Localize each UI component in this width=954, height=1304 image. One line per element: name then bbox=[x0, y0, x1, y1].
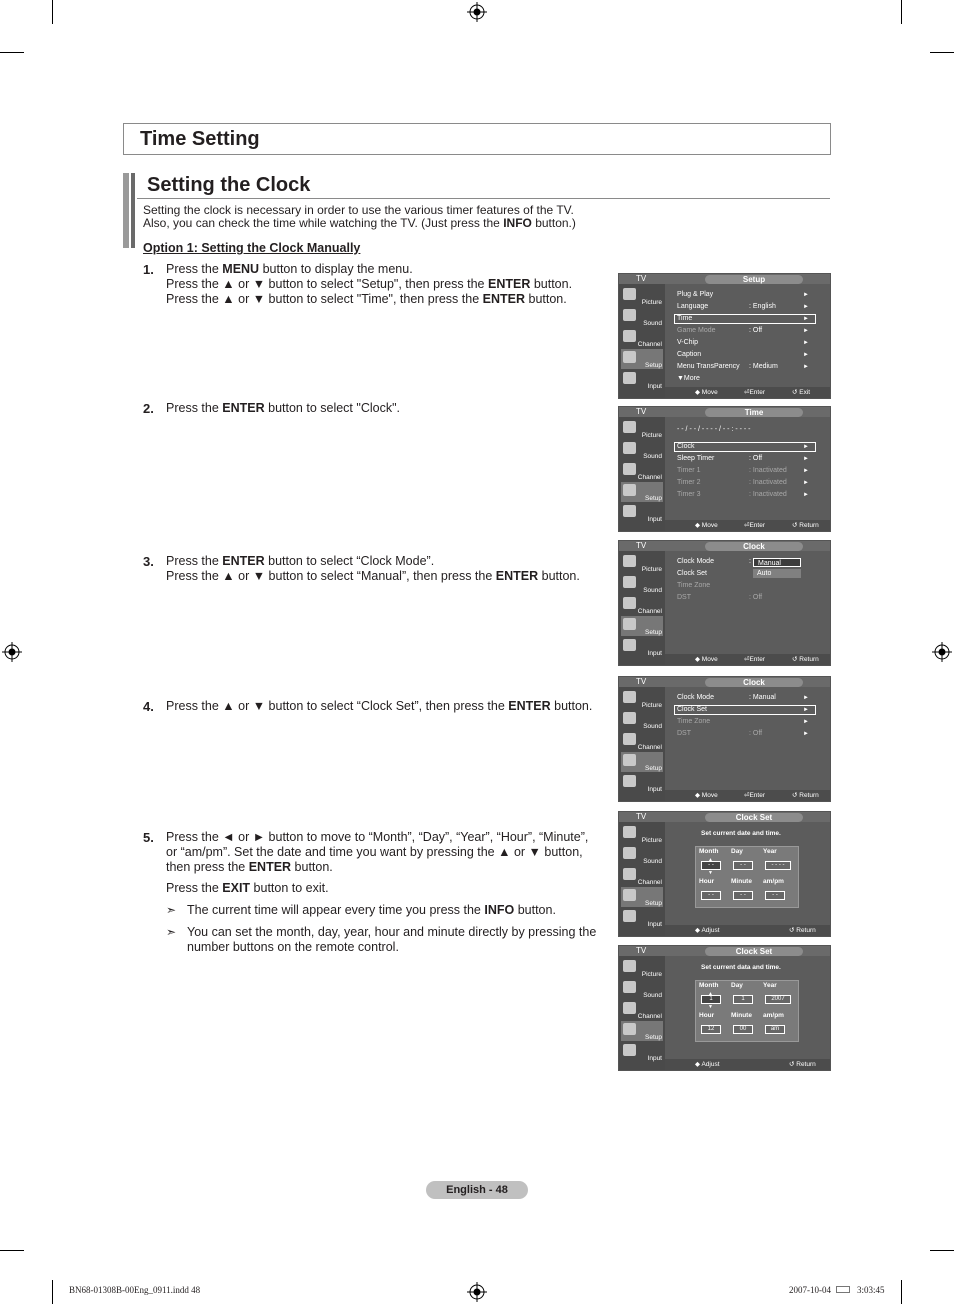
osd-input-icon bbox=[623, 372, 636, 384]
osd-clock-hint: Set current data and time. bbox=[701, 964, 781, 971]
step-4-text: Press the ▲ or ▼ button to select “Clock Set”, then press the ENTER button. bbox=[166, 699, 593, 713]
step-5-text: Press the ◄ or ► button to move to “Month”, “Day”, “Year”, “Hour”, “Minute”, or “am/pm”. Set the date and time you want by pressing the ▲ or ▼ button, then press the ENTER button. bbox=[166, 830, 589, 874]
osd-sidebar-item bbox=[621, 461, 663, 481]
osd-clock-label: Year bbox=[763, 982, 777, 989]
osd-footer-return: ↺ Return bbox=[789, 1061, 816, 1068]
osd-sidebar-label: Sound bbox=[643, 320, 662, 327]
osd-input-icon bbox=[623, 1044, 636, 1056]
osd-menu-item: Clock bbox=[677, 443, 695, 450]
osd-picture-icon bbox=[623, 691, 636, 703]
osd-clock-value: - - bbox=[733, 861, 753, 870]
step-2-text: Press the ENTER button to select "Clock". bbox=[166, 401, 400, 415]
osd-menu-value: : Inactivated bbox=[749, 479, 787, 486]
osd-sidebar-item bbox=[621, 328, 663, 348]
osd-sidebar-label: Picture bbox=[641, 299, 662, 306]
osd-sidebar-item bbox=[621, 574, 663, 594]
intro-text bbox=[143, 204, 643, 230]
osd-sidebar-item bbox=[621, 637, 663, 657]
osd-sound-icon bbox=[623, 442, 636, 454]
osd-selection-highlight bbox=[674, 442, 816, 452]
osd-arrow-icon: ► bbox=[803, 328, 809, 334]
chapter-title-box bbox=[123, 123, 831, 155]
osd-sidebar-label: Picture bbox=[641, 566, 662, 573]
osd-sidebar-label: Sound bbox=[643, 858, 662, 865]
osd-channel-icon bbox=[623, 463, 636, 475]
osd-title: Clock bbox=[705, 678, 803, 687]
osd-sound-icon bbox=[623, 576, 636, 588]
osd-setup-menu bbox=[618, 273, 831, 399]
osd-clock-value: - - bbox=[701, 861, 721, 870]
osd-sidebar-label: Picture bbox=[641, 702, 662, 709]
osd-sidebar-label: Sound bbox=[643, 723, 662, 730]
osd-menu-item: Clock Set bbox=[677, 706, 707, 713]
osd-clock-value: 1 bbox=[701, 995, 721, 1004]
osd-clock-set-empty bbox=[618, 811, 831, 937]
osd-tv-label: TV bbox=[636, 677, 647, 686]
osd-clock-label: Day bbox=[731, 848, 743, 855]
osd-sidebar-item bbox=[621, 1042, 663, 1062]
osd-clock-value: - - bbox=[765, 891, 785, 900]
osd-sidebar-label: Input bbox=[647, 383, 662, 390]
osd-menu-item: V-Chip bbox=[677, 339, 699, 346]
print-time: 3:03:45 bbox=[857, 1285, 885, 1295]
step-number: 5. bbox=[143, 830, 154, 845]
osd-footer-adjust: ◆ Adjust bbox=[695, 927, 720, 934]
osd-clock-label: am/pm bbox=[763, 1012, 784, 1019]
page-number: English - 48 bbox=[426, 1181, 528, 1199]
osd-option-auto: Auto bbox=[753, 569, 801, 578]
osd-sidebar-label: Channel bbox=[637, 1013, 662, 1020]
osd-footer-exit: ↺ Exit bbox=[792, 389, 811, 396]
osd-menu-value: : Off bbox=[749, 455, 763, 462]
osd-menu-item: Caption bbox=[677, 351, 702, 358]
osd-clock-value: 12 bbox=[701, 1025, 721, 1034]
crop-mark bbox=[901, 0, 902, 24]
crop-mark bbox=[0, 52, 24, 53]
osd-title: Time bbox=[705, 408, 803, 417]
osd-footer-return: ↺ Return bbox=[789, 927, 816, 934]
osd-channel-icon bbox=[623, 733, 636, 745]
step-number: 3. bbox=[143, 554, 154, 569]
registration-mark-icon bbox=[467, 2, 487, 22]
osd-sidebar-label: Channel bbox=[637, 608, 662, 615]
osd-title: Setup bbox=[705, 275, 803, 284]
osd-tv-label: TV bbox=[636, 274, 647, 283]
osd-menu-item: Timer 1 bbox=[677, 467, 701, 474]
section-marker bbox=[131, 173, 135, 248]
step-number: 1. bbox=[143, 262, 154, 277]
exit-text: Press the EXIT button to exit. bbox=[166, 881, 329, 895]
osd-menu-item: Clock Set bbox=[677, 570, 707, 577]
osd-picture-icon bbox=[623, 826, 636, 838]
osd-down-arrow-icon: ▼ bbox=[708, 1004, 713, 1010]
osd-arrow-icon: ► bbox=[803, 340, 809, 346]
step-number: 2. bbox=[143, 401, 154, 416]
intro-line: Also, you can check the time while watching the TV. (Just press the bbox=[143, 216, 504, 230]
osd-footer-enter: ⏎Enter bbox=[744, 792, 765, 799]
osd-arrow-icon: ► bbox=[803, 364, 809, 370]
step-1-text: Press the MENU button to display the menu. Press the ▲ or ▼ button to select "Setup", then press the ENTER button. Press the ▲ or ▼ button to select "Time", then press the ENTER button. bbox=[166, 262, 573, 306]
osd-sidebar-label: Sound bbox=[643, 453, 662, 460]
placeholder-glyph-icon bbox=[836, 1286, 850, 1293]
osd-sidebar-item bbox=[621, 752, 663, 772]
osd-clock-label: Month bbox=[699, 848, 719, 855]
osd-clock-value: am bbox=[765, 1025, 785, 1034]
print-date: 2007-10-04 bbox=[789, 1285, 831, 1295]
osd-sidebar-label: Setup bbox=[645, 495, 662, 502]
osd-footer-move: ◆ Move bbox=[695, 522, 718, 529]
osd-arrow-icon: ► bbox=[803, 480, 809, 486]
osd-menu-item: Sleep Timer bbox=[677, 455, 715, 462]
osd-tv-label: TV bbox=[636, 407, 647, 416]
osd-footer-enter: ⏎Enter bbox=[744, 389, 765, 396]
osd-menu-item: Time bbox=[677, 315, 693, 322]
osd-clock-label: Hour bbox=[699, 1012, 715, 1019]
osd-arrow-icon: ► bbox=[803, 695, 809, 701]
crop-mark bbox=[52, 0, 53, 24]
osd-down-arrow-icon: ▼ bbox=[708, 870, 713, 876]
osd-channel-icon bbox=[623, 1002, 636, 1014]
osd-clock-label: Day bbox=[731, 982, 743, 989]
osd-sidebar-label: Input bbox=[647, 786, 662, 793]
osd-up-arrow-icon: ▲ bbox=[708, 991, 713, 997]
osd-picture-icon bbox=[623, 555, 636, 567]
osd-arrow-icon: ► bbox=[803, 292, 809, 298]
osd-sidebar-item bbox=[621, 979, 663, 999]
section-divider bbox=[137, 198, 830, 199]
osd-sidebar-label: Channel bbox=[637, 474, 662, 481]
osd-menu-item: Clock Mode bbox=[677, 558, 714, 565]
osd-sidebar-label: Setup bbox=[645, 362, 662, 369]
osd-sound-icon bbox=[623, 712, 636, 724]
osd-clock-value: - - - - bbox=[765, 861, 791, 870]
osd-menu-value: : Medium bbox=[749, 363, 778, 370]
osd-channel-icon bbox=[623, 597, 636, 609]
osd-sidebar-item bbox=[621, 419, 663, 439]
osd-footer-move: ◆ Move bbox=[695, 792, 718, 799]
osd-footer-enter: ⏎Enter bbox=[744, 522, 765, 529]
chapter-title: Time Setting bbox=[140, 128, 260, 150]
option-heading: Option 1: Setting the Clock Manually bbox=[143, 241, 361, 255]
osd-clock-set-filled bbox=[618, 945, 831, 1071]
osd-sidebar-label: Picture bbox=[641, 432, 662, 439]
crop-mark bbox=[930, 52, 954, 53]
osd-sidebar-item bbox=[621, 503, 663, 523]
osd-arrow-icon: ► bbox=[803, 444, 809, 450]
osd-arrow-icon: ► bbox=[803, 456, 809, 462]
osd-tv-label: TV bbox=[636, 541, 647, 550]
osd-clock-value: 2007 bbox=[765, 995, 791, 1004]
crop-mark bbox=[0, 1250, 24, 1251]
osd-arrow-icon: ► bbox=[803, 316, 809, 322]
osd-sidebar-label: Input bbox=[647, 650, 662, 657]
osd-sidebar-label: Channel bbox=[637, 744, 662, 751]
note-text: You can set the month, day, year, hour and minute directly by pressing the number buttons on the remote control. bbox=[187, 925, 597, 954]
osd-menu-value: : English bbox=[749, 303, 776, 310]
osd-current-clock: - - / - - / - - - - / - - : - - - - bbox=[677, 426, 751, 433]
osd-sidebar-label: Picture bbox=[641, 971, 662, 978]
osd-input-icon bbox=[623, 505, 636, 517]
osd-sidebar-label: Sound bbox=[643, 992, 662, 999]
intro-key: INFO bbox=[503, 216, 532, 230]
osd-arrow-icon: ► bbox=[803, 719, 809, 725]
osd-menu-item: ▼More bbox=[677, 375, 700, 382]
osd-sidebar-label: Setup bbox=[645, 765, 662, 772]
osd-clock-value: - - bbox=[701, 891, 721, 900]
osd-sidebar-label: Sound bbox=[643, 587, 662, 594]
osd-menu-value: : Inactivated bbox=[749, 491, 787, 498]
osd-clock-value: - - bbox=[733, 891, 753, 900]
osd-menu-item: DST bbox=[677, 730, 691, 737]
osd-menu-item: Timer 2 bbox=[677, 479, 701, 486]
crop-mark bbox=[930, 1250, 954, 1251]
osd-menu-value: : Inactivated bbox=[749, 467, 787, 474]
note-arrow-icon: ➣ bbox=[166, 925, 177, 939]
crop-mark bbox=[901, 1280, 902, 1304]
osd-menu-item: DST bbox=[677, 594, 691, 601]
osd-sidebar-item bbox=[621, 286, 663, 306]
registration-mark-icon bbox=[932, 642, 952, 662]
osd-input-icon bbox=[623, 639, 636, 651]
osd-clock-label: Minute bbox=[731, 878, 752, 885]
osd-setup-icon bbox=[623, 1023, 636, 1035]
osd-channel-icon bbox=[623, 868, 636, 880]
intro-line: Setting the clock is necessary in order to use the various timer features of the TV. bbox=[143, 203, 574, 217]
osd-picture-icon bbox=[623, 288, 636, 300]
osd-menu-item: Language bbox=[677, 303, 709, 310]
osd-setup-icon bbox=[623, 754, 636, 766]
osd-menu-item: Time Zone bbox=[677, 718, 711, 725]
osd-footer-enter: ⏎Enter bbox=[744, 656, 765, 663]
osd-clock-value: 1 bbox=[733, 995, 753, 1004]
osd-menu-value: : Manual bbox=[749, 694, 776, 701]
osd-tv-label: TV bbox=[636, 946, 647, 955]
osd-sidebar-item bbox=[621, 908, 663, 928]
osd-clock-menu bbox=[618, 676, 831, 802]
osd-selection-highlight bbox=[674, 314, 816, 324]
osd-sidebar-label: Channel bbox=[637, 879, 662, 886]
osd-sidebar-item bbox=[621, 866, 663, 886]
osd-sidebar-item bbox=[621, 307, 663, 327]
osd-clock-label: Month bbox=[699, 982, 719, 989]
osd-sidebar-item bbox=[621, 440, 663, 460]
registration-mark-icon bbox=[2, 642, 22, 662]
osd-menu-value: : Off bbox=[749, 327, 763, 334]
osd-sidebar-item bbox=[621, 824, 663, 844]
note-text: The current time will appear every time you press the INFO button. bbox=[187, 903, 556, 917]
osd-menu-item: Menu TransParency bbox=[677, 363, 740, 370]
intro-line: button.) bbox=[531, 216, 576, 230]
osd-picture-icon bbox=[623, 421, 636, 433]
osd-sidebar-item bbox=[621, 710, 663, 730]
osd-sidebar-item bbox=[621, 553, 663, 573]
osd-tv-label: TV bbox=[636, 812, 647, 821]
osd-sound-icon bbox=[623, 847, 636, 859]
osd-input-icon bbox=[623, 775, 636, 787]
osd-arrow-icon: ► bbox=[803, 707, 809, 713]
osd-arrow-icon: ► bbox=[803, 492, 809, 498]
osd-sidebar-label: Input bbox=[647, 516, 662, 523]
osd-footer-adjust: ◆ Adjust bbox=[695, 1061, 720, 1068]
step-3-text: Press the ENTER button to select “Clock Mode”. Press the ▲ or ▼ button to select “Manual”, then press the ENTER button. bbox=[166, 554, 580, 583]
step-number: 4. bbox=[143, 699, 154, 714]
osd-sidebar-item bbox=[621, 958, 663, 978]
osd-picture-icon bbox=[623, 960, 636, 972]
osd-clock-label: Year bbox=[763, 848, 777, 855]
osd-time-menu bbox=[618, 406, 831, 532]
osd-menu-value: : bbox=[749, 558, 751, 565]
osd-input-icon bbox=[623, 910, 636, 922]
osd-footer-return: ↺ Return bbox=[792, 656, 819, 663]
osd-menu-item: Clock Mode bbox=[677, 694, 714, 701]
osd-sound-icon bbox=[623, 981, 636, 993]
osd-menu-item: Time Zone bbox=[677, 582, 711, 589]
osd-setup-icon bbox=[623, 618, 636, 630]
osd-sidebar-item bbox=[621, 482, 663, 502]
section-marker bbox=[123, 173, 129, 248]
osd-menu-item: Plug & Play bbox=[677, 291, 714, 298]
osd-sidebar-item bbox=[621, 731, 663, 751]
osd-channel-icon bbox=[623, 330, 636, 342]
osd-title: Clock Set bbox=[705, 947, 803, 956]
osd-sidebar-label: Picture bbox=[641, 837, 662, 844]
osd-arrow-icon: ► bbox=[803, 468, 809, 474]
osd-setup-icon bbox=[623, 484, 636, 496]
registration-mark-icon bbox=[467, 1282, 487, 1302]
osd-sidebar-item bbox=[621, 616, 663, 636]
osd-selection-highlight bbox=[674, 705, 816, 715]
note-arrow-icon: ➣ bbox=[166, 903, 177, 917]
osd-arrow-icon: ► bbox=[803, 352, 809, 358]
osd-sidebar-item bbox=[621, 689, 663, 709]
osd-menu-item: Timer 3 bbox=[677, 491, 701, 498]
osd-sidebar-item bbox=[621, 349, 663, 369]
osd-setup-icon bbox=[623, 889, 636, 901]
osd-sidebar-item bbox=[621, 773, 663, 793]
osd-clock-label: Hour bbox=[699, 878, 715, 885]
osd-sidebar-item bbox=[621, 595, 663, 615]
osd-sidebar-item bbox=[621, 1021, 663, 1041]
osd-option-manual: Manual bbox=[753, 558, 801, 567]
osd-setup-icon bbox=[623, 351, 636, 363]
osd-title: Clock bbox=[705, 542, 803, 551]
osd-sidebar-label: Input bbox=[647, 921, 662, 928]
osd-arrow-icon: ► bbox=[803, 304, 809, 310]
osd-footer-move: ◆ Move bbox=[695, 656, 718, 663]
osd-menu-value: : Off bbox=[749, 730, 763, 737]
osd-sidebar-label: Setup bbox=[645, 629, 662, 636]
osd-sidebar-item bbox=[621, 845, 663, 865]
osd-clock-label: Minute bbox=[731, 1012, 752, 1019]
osd-clock-hint: Set current date and time. bbox=[701, 830, 781, 837]
osd-up-arrow-icon: ▲ bbox=[708, 857, 713, 863]
osd-arrow-icon: ► bbox=[803, 731, 809, 737]
osd-sidebar-item bbox=[621, 370, 663, 390]
osd-clock-label: am/pm bbox=[763, 878, 784, 885]
osd-sidebar-label: Setup bbox=[645, 900, 662, 907]
osd-sidebar-label: Input bbox=[647, 1055, 662, 1062]
osd-sound-icon bbox=[623, 309, 636, 321]
osd-title: Clock Set bbox=[705, 813, 803, 822]
crop-mark bbox=[52, 1280, 53, 1304]
osd-sidebar-item bbox=[621, 1000, 663, 1020]
osd-sidebar-label: Channel bbox=[637, 341, 662, 348]
osd-menu-item: Game Mode bbox=[677, 327, 716, 334]
osd-menu-value: : Off bbox=[749, 594, 763, 601]
osd-clock-value: 00 bbox=[733, 1025, 753, 1034]
osd-footer-return: ↺ Return bbox=[792, 522, 819, 529]
file-name: BN68-01308B-00Eng_0911.indd 48 bbox=[69, 1285, 201, 1295]
osd-sidebar-label: Setup bbox=[645, 1034, 662, 1041]
section-title: Setting the Clock bbox=[147, 174, 311, 196]
osd-clock-mode-menu bbox=[618, 540, 831, 666]
osd-footer-return: ↺ Return bbox=[792, 792, 819, 799]
osd-footer-move: ◆ Move bbox=[695, 389, 718, 396]
osd-sidebar-item bbox=[621, 887, 663, 907]
